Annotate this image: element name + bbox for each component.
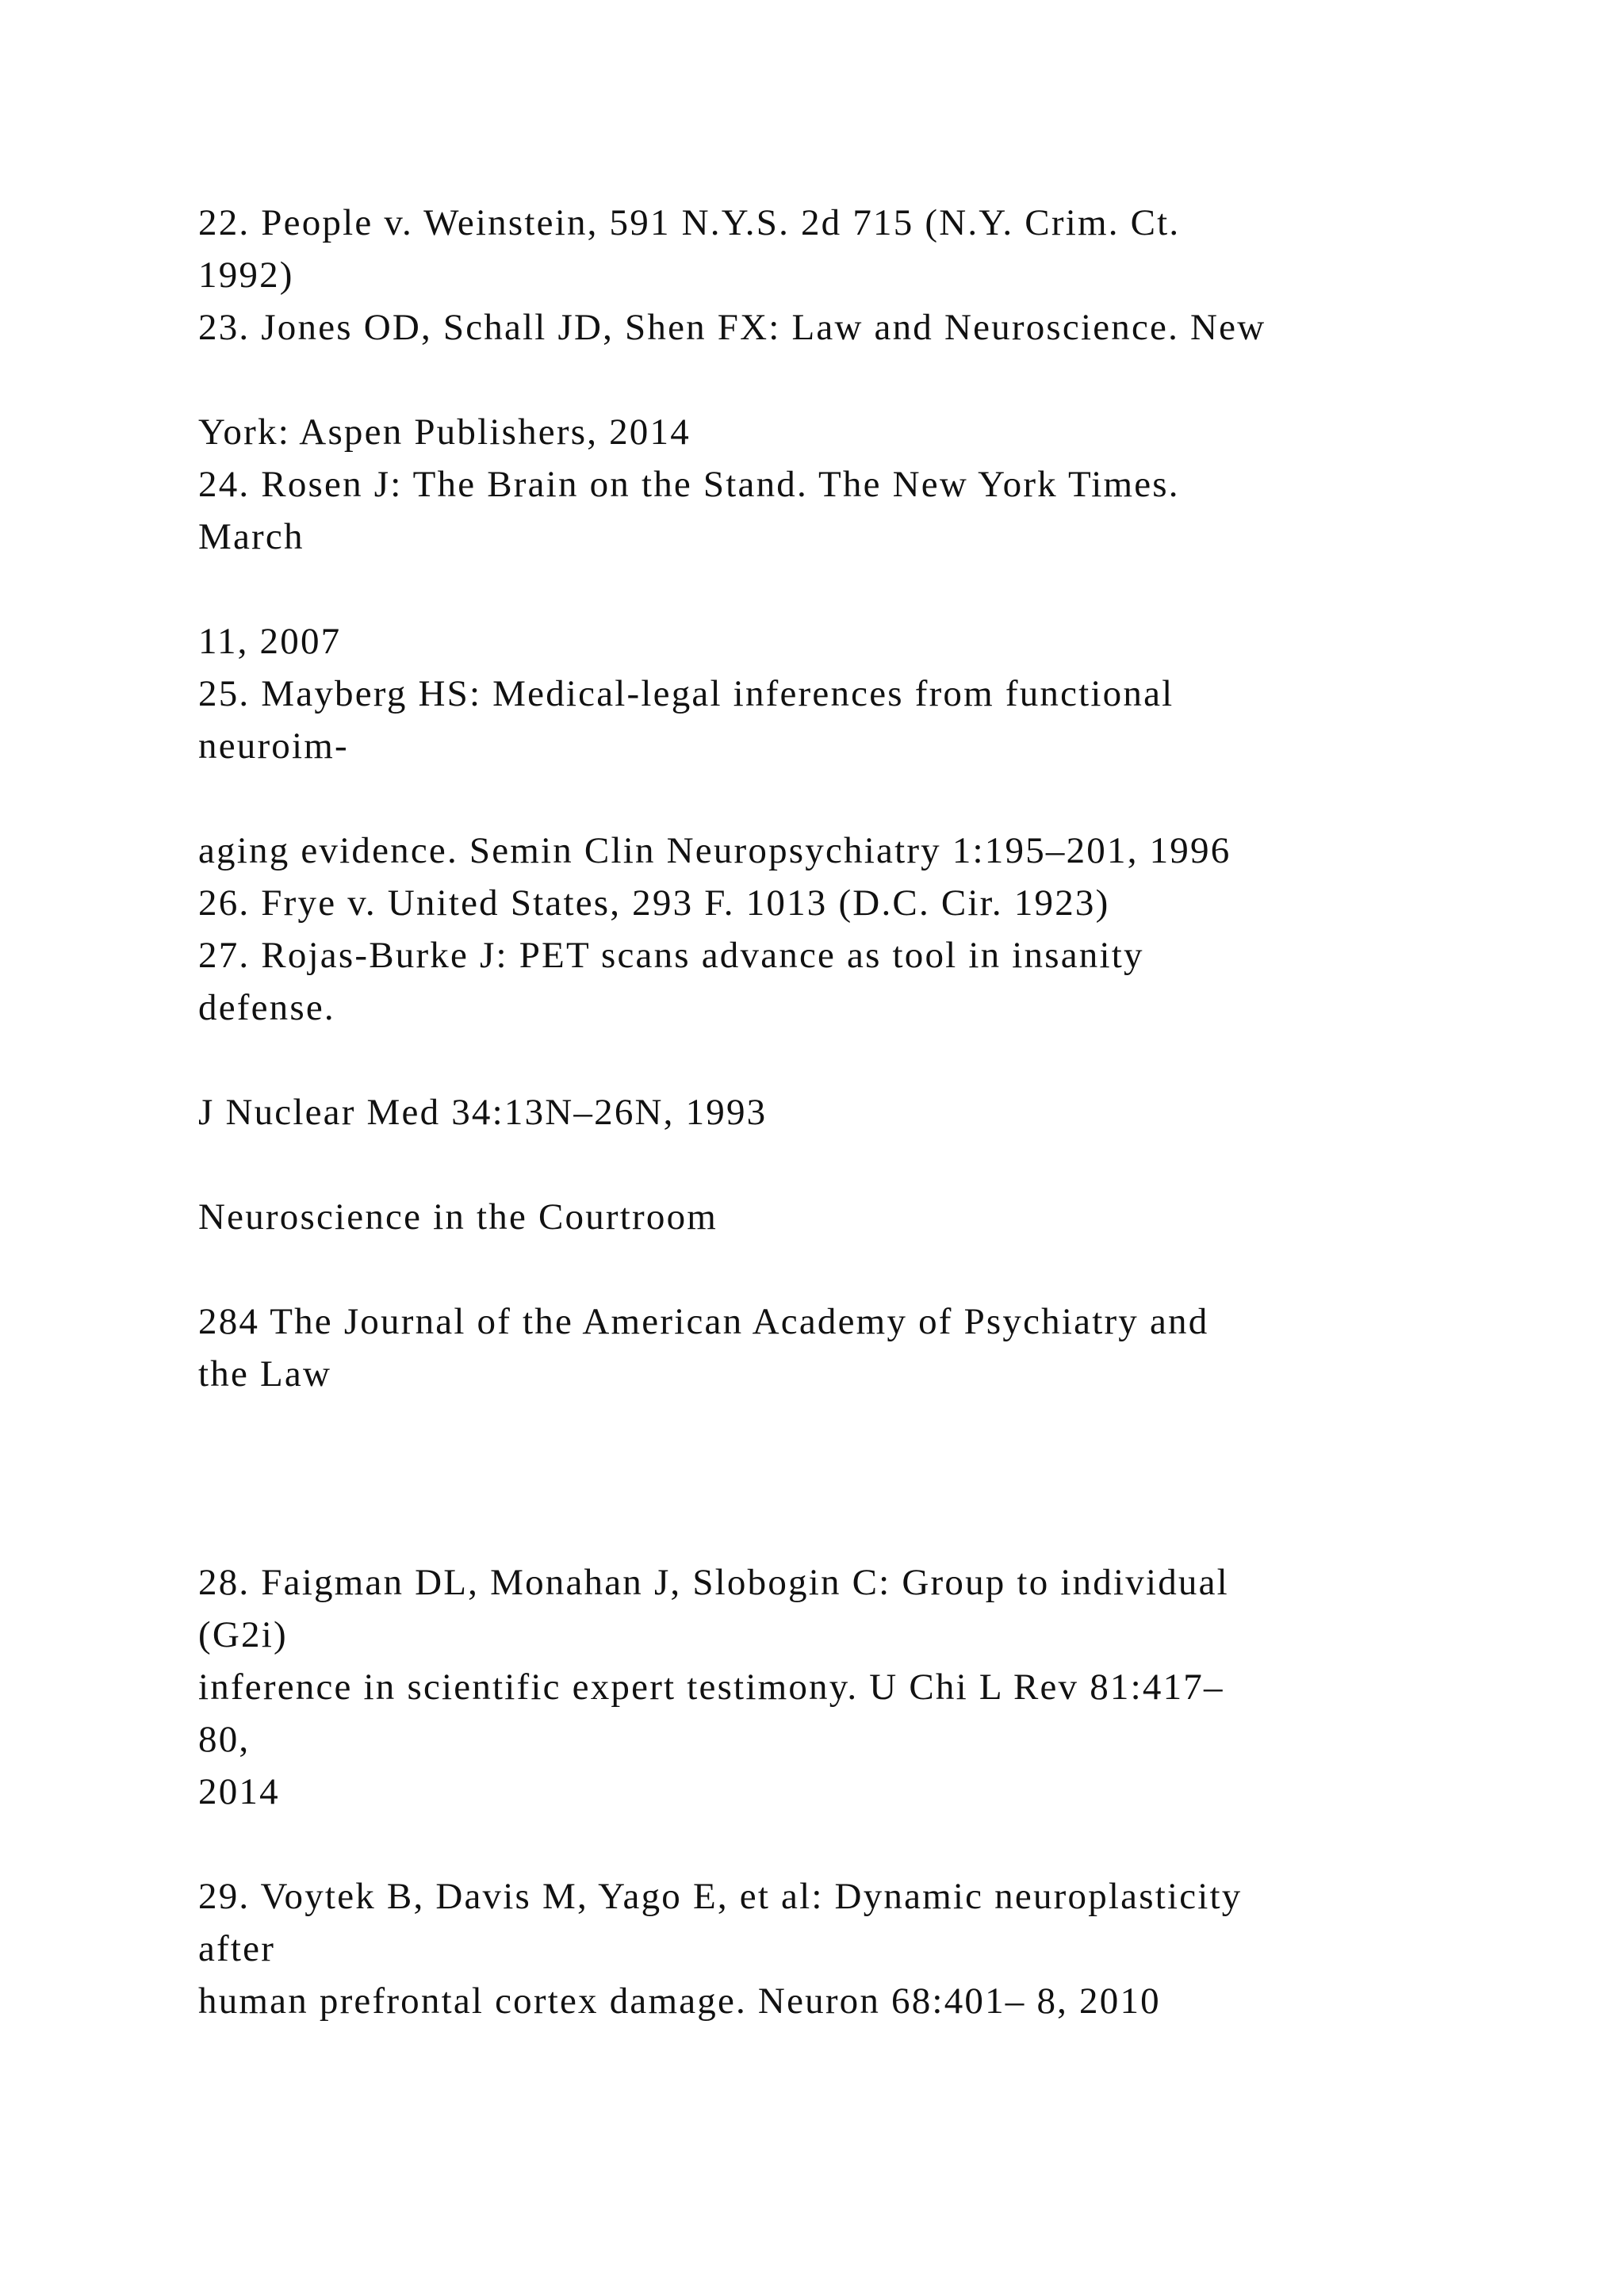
text-line: 28. Faigman DL, Monahan J, Slobogin C: Group to individual (198, 1562, 1229, 1603)
text-line: 29. Voytek B, Davis M, Yago E, et al: Dynamic neuroplasticity (198, 1876, 1243, 1917)
text-line: 2014 (198, 1771, 280, 1812)
text-line: 11, 2007 (198, 621, 342, 662)
text-line: inference in scientific expert testimony. U Chi L Rev 81:417– (198, 1667, 1224, 1708)
journal-footer: the Law (198, 1353, 332, 1395)
text-line: after (198, 1928, 276, 1969)
text-line: 27. Rojas-Burke J: PET scans advance as tool in insanity (198, 935, 1144, 976)
text-line: aging evidence. Semin Clin Neuropsychiatry 1:195–201, 1996 (198, 830, 1231, 871)
text-line: 26. Frye v. United States, 293 F. 1013 (D.C. Cir. 1923) (198, 882, 1110, 924)
text-line: neuroim- (198, 725, 349, 767)
text-line: human prefrontal cortex damage. Neuron 68:401– 8, 2010 (198, 1980, 1161, 2022)
text-line: 22. People v. Weinstein, 591 N.Y.S. 2d 715 (N.Y. Crim. Ct. (198, 202, 1181, 243)
journal-footer: 284 The Journal of the American Academy of Psychiatry and (198, 1301, 1209, 1342)
text-line: 24. Rosen J: The Brain on the Stand. The New York Times. (198, 464, 1180, 505)
running-title: Neuroscience in the Courtroom (198, 1196, 718, 1238)
text-line: 23. Jones OD, Schall JD, Shen FX: Law and Neuroscience. New (198, 307, 1266, 348)
text-line: York: Aspen Publishers, 2014 (198, 411, 691, 453)
text-line: 1992) (198, 254, 294, 296)
text-line: defense. (198, 987, 335, 1028)
text-line: 25. Mayberg HS: Medical-legal inferences from functional (198, 673, 1174, 714)
text-line: 80, (198, 1719, 251, 1760)
text-line: J Nuclear Med 34:13N–26N, 1993 (198, 1092, 768, 1133)
text-line: (G2i) (198, 1614, 288, 1655)
text-line: March (198, 516, 304, 557)
